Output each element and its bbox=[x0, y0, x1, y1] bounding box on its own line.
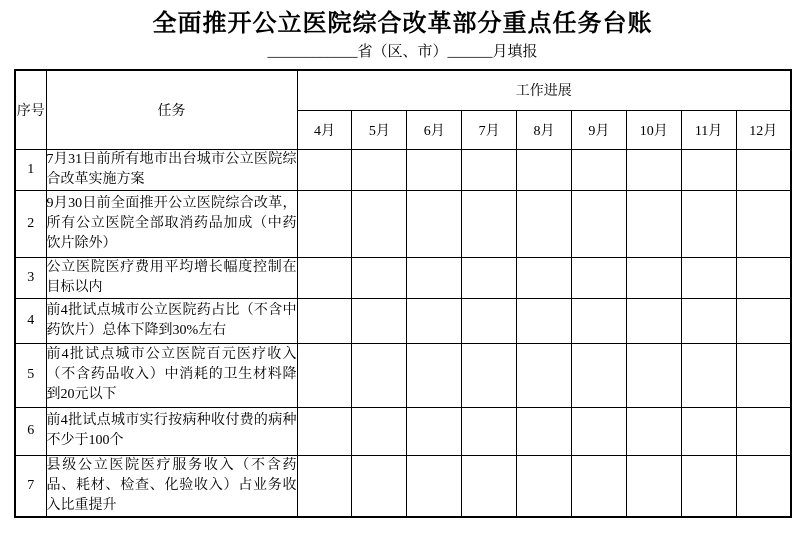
table-row bbox=[15, 190, 791, 257]
progress-cell bbox=[517, 455, 572, 517]
progress-cell bbox=[571, 298, 626, 343]
progress-cell bbox=[736, 455, 791, 517]
column-header-month: 7月 bbox=[462, 110, 517, 149]
column-header-month: 8月 bbox=[517, 110, 572, 149]
progress-cell bbox=[407, 343, 462, 407]
progress-cell bbox=[571, 190, 626, 257]
progress-cell bbox=[681, 257, 736, 298]
progress-cell bbox=[736, 298, 791, 343]
task-cell: 县级公立医院医疗服务收入（不含药品、耗材、检查、化验收入）占业务收入比重提升 bbox=[46, 455, 297, 517]
column-header-month: 4月 bbox=[297, 110, 352, 149]
column-header-month: 10月 bbox=[626, 110, 681, 149]
task-cell: 公立医院医疗费用平均增长幅度控制在目标以内 bbox=[46, 257, 297, 298]
task-cell: 7月31日前所有地市出台城市公立医院综合改革实施方案 bbox=[46, 149, 297, 190]
progress-cell bbox=[681, 298, 736, 343]
task-cell: 前4批试点城市公立医院百元医疗收入（不含药品收入）中消耗的卫生材料降到20元以下 bbox=[46, 343, 297, 407]
progress-cell bbox=[407, 149, 462, 190]
progress-cell bbox=[571, 343, 626, 407]
progress-cell bbox=[626, 298, 681, 343]
progress-cell bbox=[571, 149, 626, 190]
serial-no-cell: 1 bbox=[15, 149, 46, 190]
progress-cell bbox=[681, 407, 736, 455]
progress-cell bbox=[297, 343, 352, 407]
progress-cell bbox=[352, 343, 407, 407]
progress-cell bbox=[517, 343, 572, 407]
page-title: 全面推开公立医院综合改革部分重点任务台账 bbox=[152, 11, 653, 37]
progress-cell bbox=[517, 190, 572, 257]
progress-cell bbox=[352, 190, 407, 257]
table-row bbox=[15, 407, 791, 455]
column-header-serial-no: 序号 bbox=[15, 70, 46, 149]
progress-cell bbox=[352, 257, 407, 298]
serial-no-cell: 4 bbox=[15, 298, 46, 343]
column-header-month: 12月 bbox=[736, 110, 791, 149]
column-header-month: 5月 bbox=[352, 110, 407, 149]
progress-cell bbox=[297, 407, 352, 455]
subtitle-fill-in-line: ____________省（区、市）______月填报 bbox=[267, 44, 538, 60]
progress-cell bbox=[462, 343, 517, 407]
progress-cell bbox=[407, 257, 462, 298]
column-header-month: 6月 bbox=[407, 110, 462, 149]
progress-cell bbox=[626, 455, 681, 517]
progress-cell bbox=[626, 343, 681, 407]
progress-cell bbox=[517, 149, 572, 190]
serial-no-cell: 5 bbox=[15, 343, 46, 407]
progress-cell bbox=[736, 343, 791, 407]
progress-cell bbox=[736, 149, 791, 190]
serial-no-cell: 2 bbox=[15, 190, 46, 257]
progress-cell bbox=[462, 190, 517, 257]
task-ledger-table bbox=[14, 69, 792, 518]
progress-cell bbox=[517, 407, 572, 455]
progress-cell bbox=[462, 257, 517, 298]
progress-cell bbox=[571, 257, 626, 298]
progress-cell bbox=[681, 149, 736, 190]
progress-cell bbox=[407, 298, 462, 343]
progress-cell bbox=[352, 298, 407, 343]
progress-cell bbox=[462, 149, 517, 190]
serial-no-cell: 6 bbox=[15, 407, 46, 455]
progress-cell bbox=[462, 298, 517, 343]
task-cell: 前4批试点城市实行按病种收付费的病种不少于100个 bbox=[46, 407, 297, 455]
progress-cell bbox=[736, 190, 791, 257]
serial-no-cell: 3 bbox=[15, 257, 46, 298]
progress-cell bbox=[297, 455, 352, 517]
table-row bbox=[15, 343, 791, 407]
task-cell: 9月30日前全面推开公立医院综合改革，所有公立医院全部取消药品加成（中药饮片除外） bbox=[46, 190, 297, 257]
progress-cell bbox=[681, 455, 736, 517]
table-row bbox=[15, 149, 791, 190]
table-row bbox=[15, 455, 791, 517]
progress-cell bbox=[352, 455, 407, 517]
progress-cell bbox=[407, 455, 462, 517]
progress-cell bbox=[462, 455, 517, 517]
serial-no-cell: 7 bbox=[15, 455, 46, 517]
task-cell: 前4批试点城市公立医院药占比（不含中药饮片）总体下降到30%左右 bbox=[46, 298, 297, 343]
column-header-month: 9月 bbox=[571, 110, 626, 149]
progress-cell bbox=[517, 298, 572, 343]
progress-cell bbox=[626, 257, 681, 298]
progress-cell bbox=[407, 190, 462, 257]
column-header-task: 任务 bbox=[46, 70, 297, 149]
progress-cell bbox=[571, 407, 626, 455]
table-row bbox=[15, 257, 791, 298]
progress-cell bbox=[297, 298, 352, 343]
progress-cell bbox=[352, 407, 407, 455]
progress-cell bbox=[736, 257, 791, 298]
progress-cell bbox=[626, 149, 681, 190]
progress-cell bbox=[681, 343, 736, 407]
progress-cell bbox=[626, 190, 681, 257]
progress-cell bbox=[297, 149, 352, 190]
progress-cell bbox=[297, 257, 352, 298]
column-header-month: 11月 bbox=[681, 110, 736, 149]
progress-cell bbox=[297, 190, 352, 257]
column-header-work-progress: 工作进展 bbox=[297, 70, 791, 110]
progress-cell bbox=[736, 407, 791, 455]
progress-cell bbox=[407, 407, 462, 455]
progress-cell bbox=[352, 149, 407, 190]
progress-cell bbox=[681, 190, 736, 257]
progress-cell bbox=[626, 407, 681, 455]
progress-cell bbox=[571, 455, 626, 517]
progress-cell bbox=[517, 257, 572, 298]
table-row bbox=[15, 298, 791, 343]
progress-cell bbox=[462, 407, 517, 455]
